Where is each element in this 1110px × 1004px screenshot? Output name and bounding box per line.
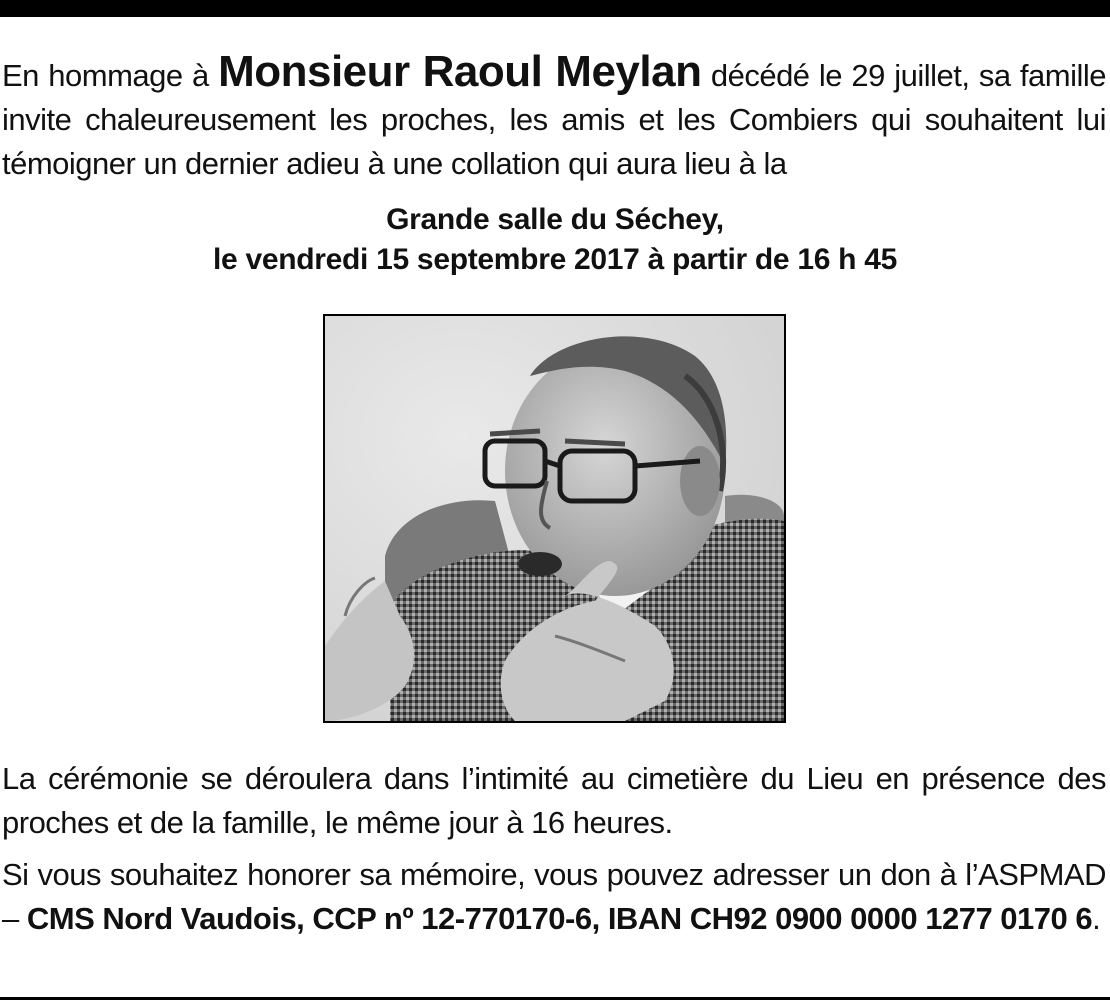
bottom-rule xyxy=(0,997,1110,1000)
ceremony-paragraph: La cérémonie se déroulera dans l’intimité au cimetière du Lieu en présence des proches et de la famille, le même jour à 16 heures. xyxy=(2,761,1106,840)
donation-account: CMS Nord Vaudois, CCP nº 12-770170-6, IBAN CH92 0900 0000 1277 0170 6 xyxy=(26,901,1093,936)
intro-prefix: En hommage à xyxy=(2,58,209,93)
donation-text: Si vous souhaitez honorer sa mémoire, vous pouvez adresser un don à l’ASPMAD – xyxy=(2,857,1106,936)
donation-paragraph xyxy=(2,853,1106,941)
deceased-name: Monsieur Raoul Meylan xyxy=(218,47,702,96)
venue-datetime: le vendredi 15 septembre 2017 à partir de 16 h 45 xyxy=(213,243,897,276)
donation-end: . xyxy=(1092,901,1101,936)
intro-paragraph xyxy=(2,47,1106,186)
intro-text: décédé le 29 juillet, sa famille invite chaleureusement les proches, les amis et les Combiers qui souhaitent lui témoigner un dernier adieu à une collation qui aura lieu à la xyxy=(2,58,1106,181)
portrait-image xyxy=(325,316,784,721)
top-rule xyxy=(0,0,1110,17)
portrait-photo xyxy=(323,314,786,723)
venue-block xyxy=(0,200,1110,280)
venue-place: Grande salle du Séchey, xyxy=(386,203,724,236)
